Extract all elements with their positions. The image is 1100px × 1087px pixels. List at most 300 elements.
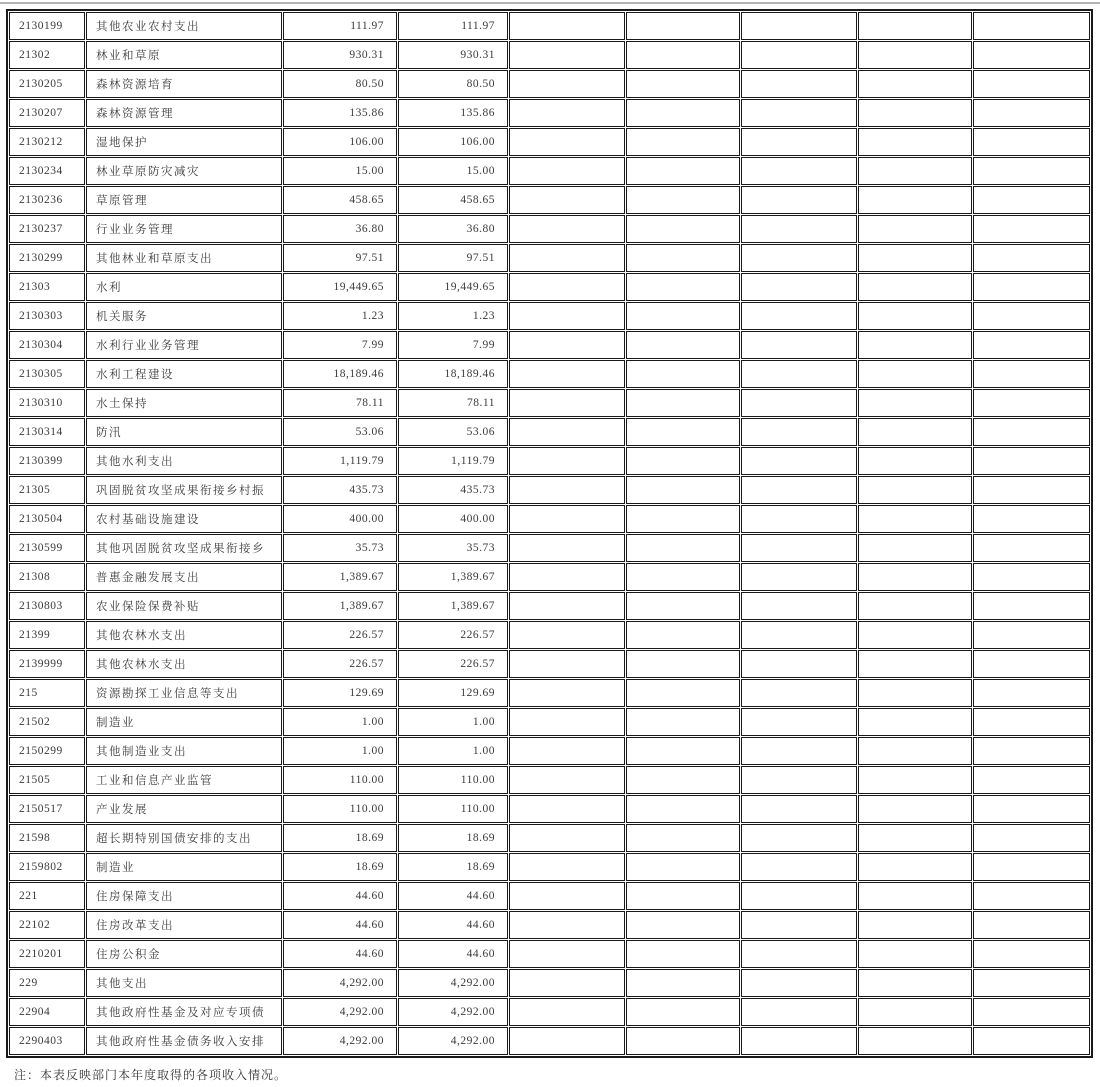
cell-value2: 53.06	[398, 418, 508, 446]
cell-empty	[741, 737, 857, 765]
cell-empty	[973, 41, 1090, 69]
cell-name: 其他农业农村支出	[86, 12, 282, 40]
cell-empty	[509, 998, 625, 1026]
cell-empty	[973, 157, 1090, 185]
cell-empty	[626, 563, 740, 591]
cell-empty	[626, 244, 740, 272]
cell-empty	[626, 12, 740, 40]
cell-empty	[509, 331, 625, 359]
cell-empty	[509, 244, 625, 272]
cell-empty	[858, 998, 972, 1026]
cell-value2: 4,292.00	[398, 998, 508, 1026]
cell-code: 21598	[9, 824, 85, 852]
footnote: 注：本表反映部门本年度取得的各项收入情况。	[14, 1068, 288, 1082]
cell-empty	[858, 853, 972, 881]
cell-value1: 15.00	[283, 157, 397, 185]
table-row	[9, 621, 1090, 649]
cell-empty	[858, 1027, 972, 1055]
table-row	[9, 592, 1090, 620]
cell-empty	[626, 186, 740, 214]
cell-name: 草原管理	[86, 186, 282, 214]
cell-empty	[741, 128, 857, 156]
table-row	[9, 157, 1090, 185]
cell-empty	[626, 650, 740, 678]
cell-value2: 111.97	[398, 12, 508, 40]
cell-empty	[509, 389, 625, 417]
cell-empty	[858, 476, 972, 504]
cell-empty	[973, 998, 1090, 1026]
cell-empty	[858, 418, 972, 446]
cell-empty	[626, 476, 740, 504]
cell-name: 其他水利支出	[86, 447, 282, 475]
cell-empty	[741, 244, 857, 272]
cell-value2: 458.65	[398, 186, 508, 214]
cell-empty	[741, 215, 857, 243]
cell-name: 行业业务管理	[86, 215, 282, 243]
table-row	[9, 737, 1090, 765]
cell-empty	[626, 389, 740, 417]
cell-code: 2130314	[9, 418, 85, 446]
cell-value2: 4,292.00	[398, 969, 508, 997]
cell-empty	[626, 360, 740, 388]
table-row	[9, 418, 1090, 446]
table-row	[9, 563, 1090, 591]
cell-value2: 435.73	[398, 476, 508, 504]
cell-empty	[858, 592, 972, 620]
cell-empty	[509, 563, 625, 591]
table-row	[9, 795, 1090, 823]
cell-empty	[858, 737, 972, 765]
cell-value2: 106.00	[398, 128, 508, 156]
cell-empty	[973, 389, 1090, 417]
cell-empty	[509, 708, 625, 736]
cell-empty	[509, 157, 625, 185]
cell-code: 22904	[9, 998, 85, 1026]
cell-empty	[626, 998, 740, 1026]
cell-empty	[973, 302, 1090, 330]
cell-empty	[741, 534, 857, 562]
cell-code: 22102	[9, 911, 85, 939]
cell-value2: 1.00	[398, 737, 508, 765]
cell-empty	[973, 766, 1090, 794]
cell-empty	[509, 534, 625, 562]
cell-name: 机关服务	[86, 302, 282, 330]
cell-empty	[741, 795, 857, 823]
cell-empty	[858, 12, 972, 40]
cell-name: 其他林业和草原支出	[86, 244, 282, 272]
cell-empty	[973, 563, 1090, 591]
cell-empty	[626, 41, 740, 69]
cell-value2: 44.60	[398, 911, 508, 939]
cell-name: 超长期特别国债安排的支出	[86, 824, 282, 852]
cell-name: 其他农林水支出	[86, 621, 282, 649]
cell-code: 2130599	[9, 534, 85, 562]
cell-empty	[858, 215, 972, 243]
cell-empty	[509, 70, 625, 98]
cell-empty	[509, 969, 625, 997]
cell-empty	[741, 853, 857, 881]
cell-value2: 226.57	[398, 621, 508, 649]
cell-empty	[626, 679, 740, 707]
cell-empty	[741, 940, 857, 968]
table-row	[9, 99, 1090, 127]
table-row	[9, 969, 1090, 997]
cell-empty	[858, 186, 972, 214]
cell-empty	[741, 99, 857, 127]
cell-name: 防汛	[86, 418, 282, 446]
cell-empty	[858, 70, 972, 98]
cell-name: 普惠金融发展支出	[86, 563, 282, 591]
cell-value2: 110.00	[398, 795, 508, 823]
cell-empty	[626, 99, 740, 127]
table-row	[9, 186, 1090, 214]
cell-value1: 19,449.65	[283, 273, 397, 301]
cell-code: 2130304	[9, 331, 85, 359]
cell-value1: 435.73	[283, 476, 397, 504]
cell-empty	[858, 679, 972, 707]
cell-code: 21399	[9, 621, 85, 649]
cell-empty	[973, 1027, 1090, 1055]
cell-empty	[858, 273, 972, 301]
table-row	[9, 998, 1090, 1026]
cell-value1: 1,389.67	[283, 592, 397, 620]
cell-name: 水土保持	[86, 389, 282, 417]
cell-empty	[741, 969, 857, 997]
cell-empty	[509, 99, 625, 127]
cell-empty	[626, 157, 740, 185]
cell-code: 2130237	[9, 215, 85, 243]
cell-empty	[626, 969, 740, 997]
table-row	[9, 505, 1090, 533]
cell-name: 其他巩固脱贫攻坚成果衔接乡	[86, 534, 282, 562]
table-row	[9, 824, 1090, 852]
cell-name: 湿地保护	[86, 128, 282, 156]
cell-name: 住房改革支出	[86, 911, 282, 939]
table-row	[9, 12, 1090, 40]
cell-empty	[626, 592, 740, 620]
cell-code: 21505	[9, 766, 85, 794]
cell-name: 资源勘探工业信息等支出	[86, 679, 282, 707]
cell-empty	[509, 853, 625, 881]
cell-code: 2130236	[9, 186, 85, 214]
cell-empty	[741, 998, 857, 1026]
cell-empty	[509, 650, 625, 678]
cell-value1: 18,189.46	[283, 360, 397, 388]
cell-value1: 44.60	[283, 882, 397, 910]
cell-empty	[973, 99, 1090, 127]
cell-code: 2130803	[9, 592, 85, 620]
cell-name: 巩固脱贫攻坚成果衔接乡村振	[86, 476, 282, 504]
cell-name: 其他政府性基金债务收入安排	[86, 1027, 282, 1055]
cell-empty	[741, 331, 857, 359]
cell-empty	[509, 12, 625, 40]
cell-value2: 18.69	[398, 824, 508, 852]
cell-empty	[509, 592, 625, 620]
cell-value2: 97.51	[398, 244, 508, 272]
cell-empty	[973, 940, 1090, 968]
cell-value1: 129.69	[283, 679, 397, 707]
cell-empty	[741, 766, 857, 794]
cell-value2: 1.00	[398, 708, 508, 736]
cell-empty	[741, 186, 857, 214]
cell-empty	[626, 273, 740, 301]
cell-empty	[858, 911, 972, 939]
table-body	[9, 12, 1090, 1055]
cell-value2: 80.50	[398, 70, 508, 98]
cell-empty	[973, 592, 1090, 620]
cell-empty	[509, 679, 625, 707]
cell-value1: 930.31	[283, 41, 397, 69]
cell-empty	[626, 853, 740, 881]
cell-empty	[626, 505, 740, 533]
cell-empty	[741, 911, 857, 939]
cell-name: 其他支出	[86, 969, 282, 997]
cell-empty	[509, 41, 625, 69]
table-row	[9, 447, 1090, 475]
cell-empty	[973, 911, 1090, 939]
cell-code: 2130399	[9, 447, 85, 475]
cell-value1: 1.00	[283, 708, 397, 736]
cell-empty	[509, 824, 625, 852]
cell-empty	[741, 302, 857, 330]
table-row	[9, 708, 1090, 736]
cell-code: 2210201	[9, 940, 85, 968]
cell-value1: 18.69	[283, 824, 397, 852]
table-row	[9, 650, 1090, 678]
cell-empty	[973, 969, 1090, 997]
table-row	[9, 244, 1090, 272]
cell-code: 21502	[9, 708, 85, 736]
cell-empty	[509, 302, 625, 330]
cell-empty	[858, 360, 972, 388]
cell-empty	[973, 360, 1090, 388]
cell-code: 2130207	[9, 99, 85, 127]
cell-empty	[741, 360, 857, 388]
cell-empty	[741, 476, 857, 504]
cell-empty	[858, 621, 972, 649]
table-row	[9, 273, 1090, 301]
cell-empty	[973, 447, 1090, 475]
cell-value1: 44.60	[283, 940, 397, 968]
cell-empty	[973, 853, 1090, 881]
table-row	[9, 41, 1090, 69]
cell-empty	[626, 534, 740, 562]
cell-empty	[741, 621, 857, 649]
cell-empty	[509, 360, 625, 388]
cell-value1: 226.57	[283, 650, 397, 678]
cell-value2: 35.73	[398, 534, 508, 562]
cell-empty	[509, 621, 625, 649]
cell-value1: 458.65	[283, 186, 397, 214]
cell-empty	[858, 505, 972, 533]
cell-value1: 1.23	[283, 302, 397, 330]
cell-value1: 1,389.67	[283, 563, 397, 591]
cell-empty	[626, 911, 740, 939]
cell-empty	[973, 795, 1090, 823]
table-row	[9, 331, 1090, 359]
cell-empty	[973, 824, 1090, 852]
cell-empty	[973, 534, 1090, 562]
cell-code: 2130205	[9, 70, 85, 98]
cell-value1: 226.57	[283, 621, 397, 649]
cell-empty	[509, 940, 625, 968]
cell-empty	[509, 418, 625, 446]
cell-value2: 44.60	[398, 940, 508, 968]
cell-empty	[858, 650, 972, 678]
cell-code: 2130305	[9, 360, 85, 388]
cell-empty	[858, 882, 972, 910]
cell-empty	[741, 563, 857, 591]
cell-empty	[626, 708, 740, 736]
cell-empty	[741, 447, 857, 475]
cell-name: 其他政府性基金及对应专项债	[86, 998, 282, 1026]
cell-value2: 36.80	[398, 215, 508, 243]
cell-code: 2130234	[9, 157, 85, 185]
cell-empty	[509, 273, 625, 301]
cell-empty	[741, 273, 857, 301]
cell-empty	[858, 244, 972, 272]
cell-code: 229	[9, 969, 85, 997]
table-row	[9, 940, 1090, 968]
cell-empty	[626, 302, 740, 330]
cell-name: 林业草原防灾减灾	[86, 157, 282, 185]
cell-empty	[973, 708, 1090, 736]
cell-value1: 7.99	[283, 331, 397, 359]
cell-name: 森林资源管理	[86, 99, 282, 127]
cell-empty	[973, 679, 1090, 707]
cell-name: 工业和信息产业监管	[86, 766, 282, 794]
cell-empty	[509, 186, 625, 214]
cell-code: 2139999	[9, 650, 85, 678]
cell-empty	[858, 447, 972, 475]
cell-empty	[626, 331, 740, 359]
cell-value2: 1,119.79	[398, 447, 508, 475]
cell-empty	[858, 824, 972, 852]
cell-value2: 7.99	[398, 331, 508, 359]
cell-empty	[973, 737, 1090, 765]
cell-empty	[741, 824, 857, 852]
cell-empty	[973, 128, 1090, 156]
cell-value2: 4,292.00	[398, 1027, 508, 1055]
cell-name: 制造业	[86, 708, 282, 736]
cell-value1: 36.80	[283, 215, 397, 243]
cell-empty	[973, 621, 1090, 649]
cell-empty	[973, 650, 1090, 678]
cell-code: 2290403	[9, 1027, 85, 1055]
cell-value2: 19,449.65	[398, 273, 508, 301]
cell-empty	[626, 418, 740, 446]
cell-value1: 1,119.79	[283, 447, 397, 475]
cell-empty	[858, 795, 972, 823]
cell-empty	[858, 128, 972, 156]
cell-code: 21302	[9, 41, 85, 69]
cell-value1: 97.51	[283, 244, 397, 272]
cell-empty	[858, 302, 972, 330]
cell-name: 其他农林水支出	[86, 650, 282, 678]
cell-empty	[973, 331, 1090, 359]
cell-name: 农业保险保费补贴	[86, 592, 282, 620]
cell-empty	[509, 737, 625, 765]
cell-value1: 18.69	[283, 853, 397, 881]
cell-value1: 1.00	[283, 737, 397, 765]
cell-empty	[626, 215, 740, 243]
cell-empty	[858, 969, 972, 997]
cell-code: 215	[9, 679, 85, 707]
cell-empty	[858, 157, 972, 185]
cell-name: 林业和草原	[86, 41, 282, 69]
cell-empty	[973, 12, 1090, 40]
cell-code: 21308	[9, 563, 85, 591]
cell-code: 221	[9, 882, 85, 910]
cell-value2: 1,389.67	[398, 592, 508, 620]
table-row	[9, 534, 1090, 562]
cell-name: 水利	[86, 273, 282, 301]
cell-code: 21305	[9, 476, 85, 504]
cell-empty	[858, 563, 972, 591]
cell-empty	[626, 940, 740, 968]
cell-empty	[741, 418, 857, 446]
cell-value1: 4,292.00	[283, 969, 397, 997]
cell-value2: 18.69	[398, 853, 508, 881]
cell-empty	[509, 128, 625, 156]
cell-empty	[741, 708, 857, 736]
cell-value1: 44.60	[283, 911, 397, 939]
cell-empty	[509, 1027, 625, 1055]
cell-value1: 35.73	[283, 534, 397, 562]
cell-empty	[509, 766, 625, 794]
cell-empty	[741, 505, 857, 533]
cell-value2: 110.00	[398, 766, 508, 794]
cell-empty	[858, 389, 972, 417]
cell-empty	[741, 157, 857, 185]
cell-value1: 111.97	[283, 12, 397, 40]
table-row	[9, 70, 1090, 98]
cell-empty	[741, 70, 857, 98]
cell-code: 2130310	[9, 389, 85, 417]
cell-empty	[626, 824, 740, 852]
cell-empty	[858, 99, 972, 127]
cell-empty	[509, 215, 625, 243]
table-row	[9, 128, 1090, 156]
budget-table	[6, 9, 1093, 1058]
cell-value1: 135.86	[283, 99, 397, 127]
cell-empty	[741, 592, 857, 620]
cell-empty	[858, 331, 972, 359]
cell-empty	[509, 795, 625, 823]
cell-empty	[626, 795, 740, 823]
cell-empty	[973, 186, 1090, 214]
cell-empty	[741, 679, 857, 707]
cell-empty	[509, 911, 625, 939]
cell-name: 水利行业业务管理	[86, 331, 282, 359]
cell-empty	[509, 476, 625, 504]
table-row	[9, 215, 1090, 243]
cell-empty	[973, 70, 1090, 98]
cell-empty	[626, 70, 740, 98]
cell-name: 住房保障支出	[86, 882, 282, 910]
cell-value1: 400.00	[283, 505, 397, 533]
cell-value2: 400.00	[398, 505, 508, 533]
cell-empty	[858, 708, 972, 736]
cell-empty	[626, 737, 740, 765]
table-row	[9, 853, 1090, 881]
table-row	[9, 476, 1090, 504]
cell-empty	[509, 447, 625, 475]
cell-value1: 80.50	[283, 70, 397, 98]
cell-code: 2130199	[9, 12, 85, 40]
cell-value1: 106.00	[283, 128, 397, 156]
cell-empty	[626, 621, 740, 649]
